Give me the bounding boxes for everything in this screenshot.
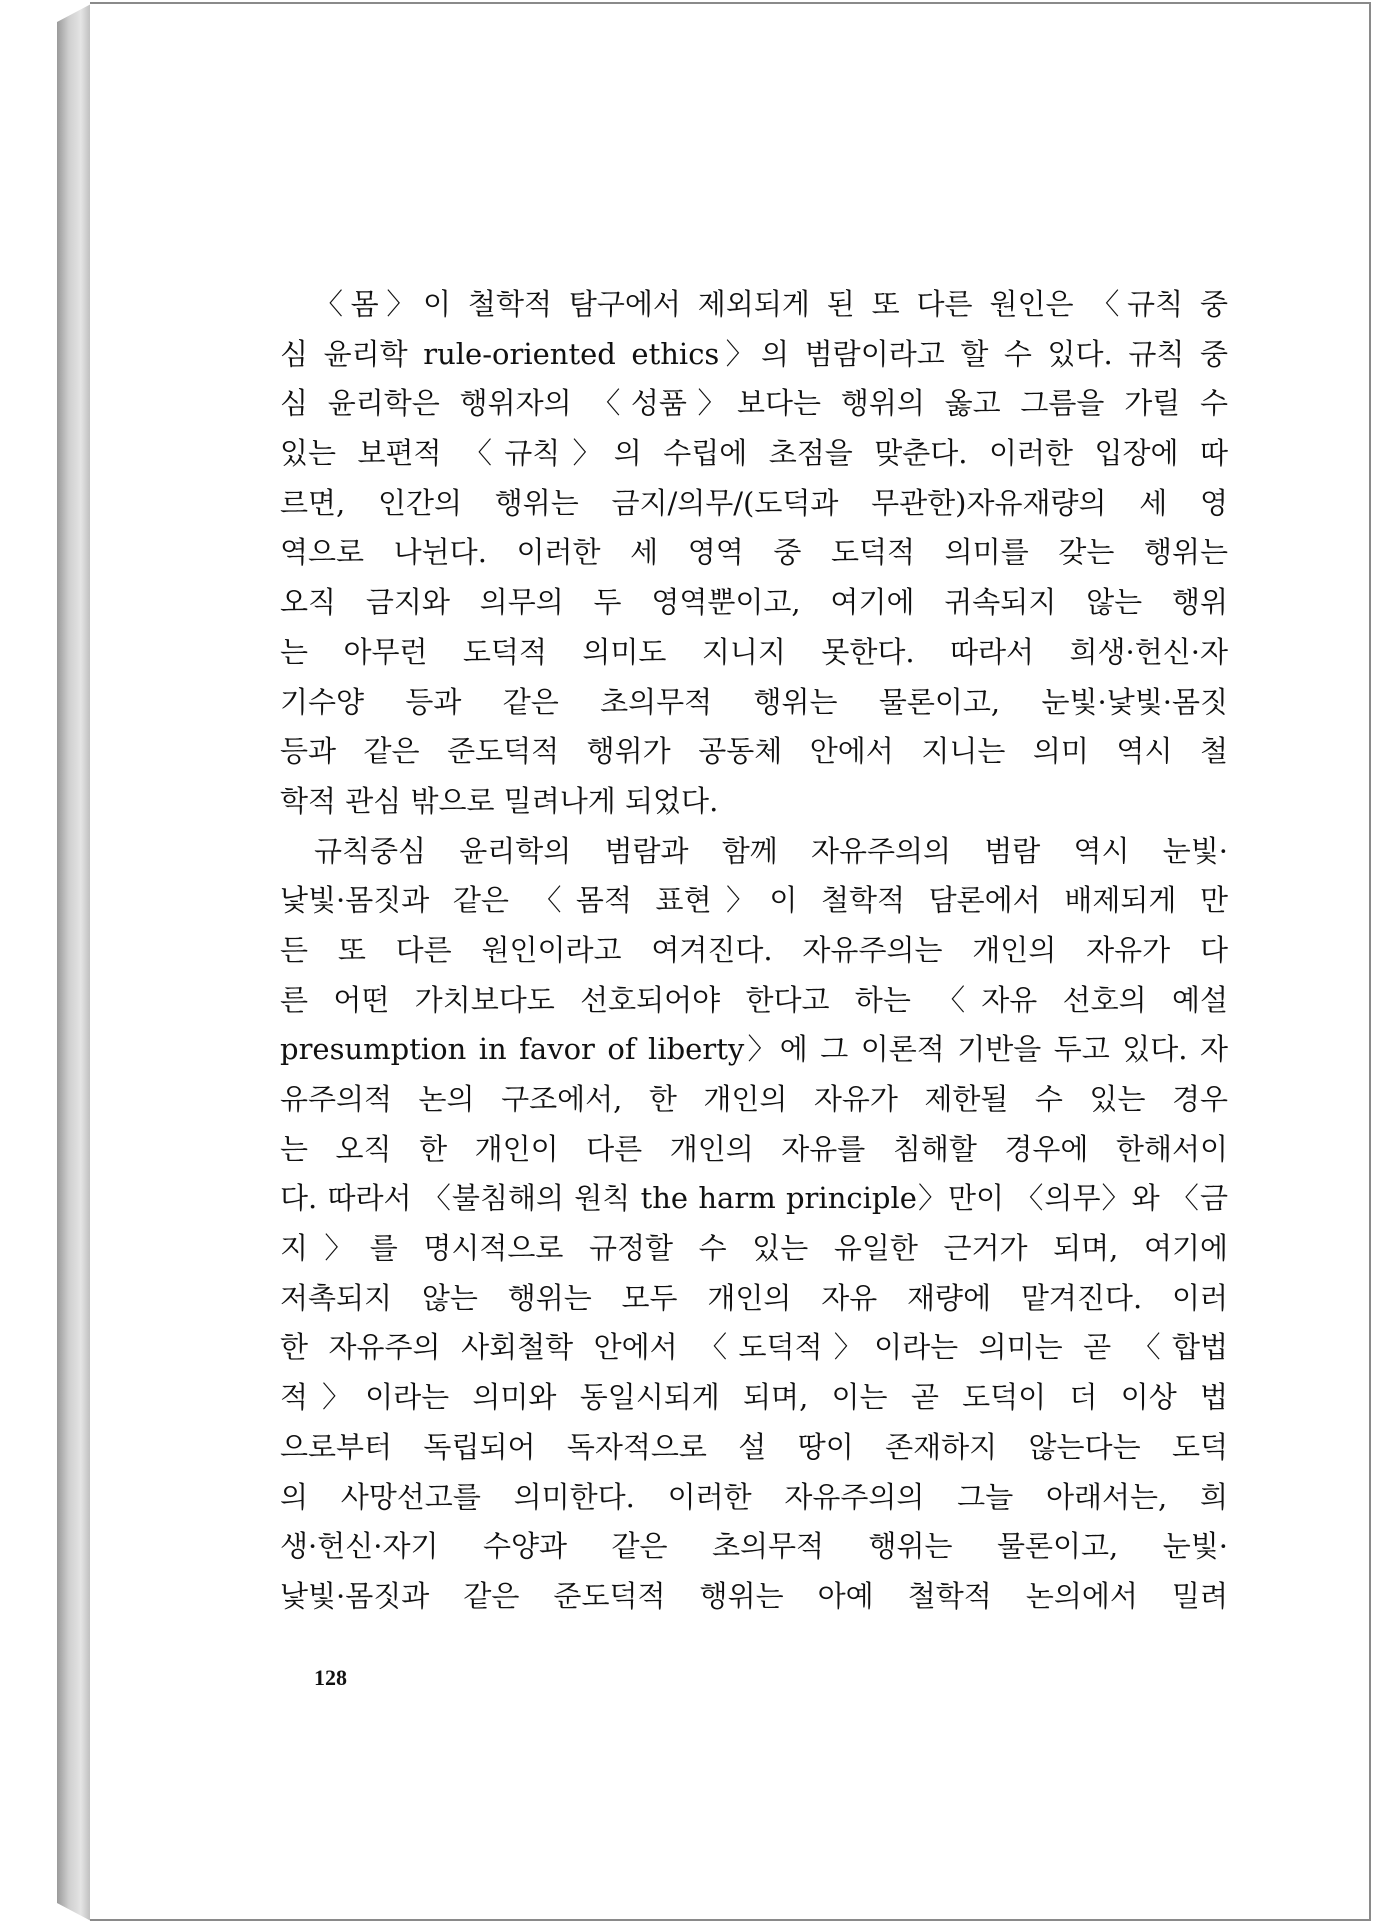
text-line: 한 자유주의 사회철학 안에서 〈도덕적〉이라는 의미는 곧 〈합법: [280, 1330, 1228, 1365]
book-spine-edge: [57, 4, 91, 1921]
book-spine-area: [0, 0, 62, 1925]
text-line: 르면, 인간의 행위는 금지/의무/(도덕과 무관한)자유재량의 세 영: [280, 485, 1228, 520]
text-line: 생·헌신·자기 수양과 같은 초의무적 행위는 물론이고, 눈빛·: [280, 1529, 1228, 1564]
text-line: 학적 관심 밖으로 밀려나게 되었다.: [280, 783, 719, 818]
text-line: presumption in favor of liberty〉에 그 이론적 기반을 두고 있다. 자: [280, 1032, 1228, 1067]
text-line: 있는 보편적 〈규칙〉의 수립에 초점을 맞춘다. 이러한 입장에 따: [280, 436, 1228, 471]
text-line: 으로부터 독립되어 독자적으로 설 땅이 존재하지 않는다는 도덕: [280, 1429, 1228, 1464]
text-line: 는 아무런 도덕적 의미도 지니지 못한다. 따라서 희생·헌신·자: [280, 634, 1228, 669]
text-line: 낯빛·몸짓과 같은 준도덕적 행위는 아예 철학적 논의에서 밀려: [280, 1578, 1228, 1613]
text-line: 심 윤리학 rule-oriented ethics〉의 범람이라고 할 수 있다. 규칙 중: [280, 336, 1228, 371]
paragraph-2: [280, 827, 1228, 1622]
text-line: 든 또 다른 원인이라고 여겨진다. 자유주의는 개인의 자유가 다: [280, 932, 1228, 967]
page-number: 128: [314, 1665, 347, 1690]
text-line: 지〉를 명시적으로 규정할 수 있는 유일한 근거가 되며, 여기에: [280, 1231, 1228, 1266]
text-line: 규칙중심 윤리학의 범람과 함께 자유주의의 범람 역시 눈빛·: [314, 833, 1228, 868]
text-line: 저촉되지 않는 행위는 모두 개인의 자유 재량에 맡겨진다. 이러: [280, 1280, 1228, 1315]
text-line: 른 어떤 가치보다도 선호되어야 한다고 하는 〈자유 선호의 예설: [280, 982, 1228, 1017]
text-line: 의 사망선고를 의미한다. 이러한 자유주의의 그늘 아래서는, 희: [280, 1479, 1228, 1514]
text-line: 낯빛·몸짓과 같은 〈몸적 표현〉이 철학적 담론에서 배제되게 만: [280, 883, 1228, 918]
text-line: 는 오직 한 개인이 다른 개인의 자유를 침해할 경우에 한해서이: [280, 1131, 1228, 1166]
paragraph-1: [280, 280, 1228, 827]
text-line: 다. 따라서 〈불침해의 원칙 the harm principle〉만이 〈의무〉와 〈금: [280, 1181, 1228, 1216]
text-line: 유주의적 논의 구조에서, 한 개인의 자유가 제한될 수 있는 경우: [280, 1082, 1228, 1116]
text-line: 역으로 나뉜다. 이러한 세 영역 중 도덕적 의미를 갖는 행위는: [280, 535, 1228, 570]
body-text: [280, 280, 1228, 1622]
text-line: 오직 금지와 의무의 두 영역뿐이고, 여기에 귀속되지 않는 행위: [280, 585, 1228, 620]
text-line: 적〉이라는 의미와 동일시되게 되며, 이는 곧 도덕이 더 이상 법: [280, 1380, 1228, 1415]
text-line: 심 윤리학은 행위자의 〈성품〉보다는 행위의 옳고 그름을 가릴 수: [280, 386, 1228, 421]
text-line: 등과 같은 준도덕적 행위가 공동체 안에서 지니는 의미 역시 철: [280, 734, 1228, 769]
text-line: 기수양 등과 같은 초의무적 행위는 물론이고, 눈빛·낯빛·몸짓: [280, 684, 1228, 719]
text-line: 〈몸〉이 철학적 탐구에서 제외되게 된 또 다른 원인은 〈규칙 중: [314, 287, 1228, 321]
